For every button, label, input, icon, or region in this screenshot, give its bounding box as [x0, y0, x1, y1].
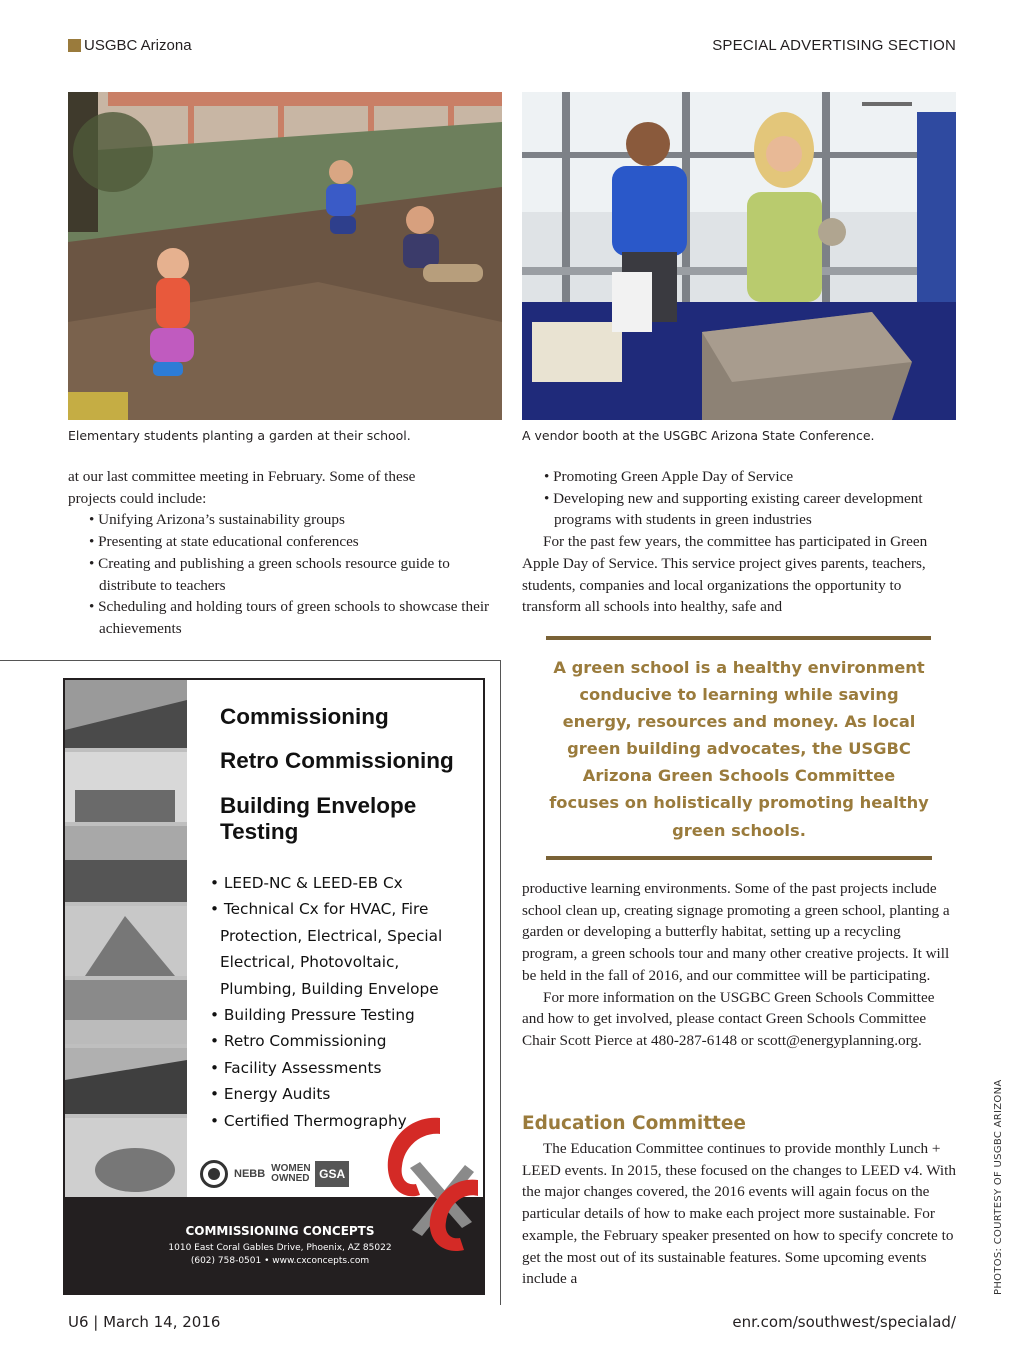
- right-bullet-1: • Promoting Green Apple Day of Service: [544, 468, 794, 485]
- cxc-logo-icon: [370, 1110, 485, 1255]
- green-apple-paragraph: For the past few years, the committee has participated in Green Apple Day of Service. This service project gives parents, teachers, students, companies and local organizations the opportunity to transform all schools into healthy, safe and: [522, 533, 928, 616]
- ad-address-line: 1010 East Coral Gables Drive, Phoenix, AZ 85022: [168, 1243, 392, 1253]
- ad-service-item: • Facility Assessments: [210, 1058, 382, 1077]
- commissioning-concepts-ad: [63, 678, 485, 1295]
- gsa-logo: GSA: [315, 1161, 349, 1187]
- ad-service-item: • Certified Thermography: [210, 1111, 407, 1130]
- section-label-text: USGBC Arizona: [84, 37, 192, 54]
- left-column-text: [68, 466, 502, 640]
- left-bullet-1: • Unifying Arizona’s sustainability groups: [89, 511, 345, 529]
- left-bullet-2: • Presenting at state educational conferences: [89, 533, 359, 551]
- ad-service-item: • Energy Audits: [210, 1085, 331, 1104]
- ad-service-item: • Retro Commissioning: [210, 1032, 387, 1051]
- education-committee-paragraph: The Education Committee continues to provide monthly Lunch + LEED events. In 2015, these focused on the changes to LEED v4. With the major changes covered, the 2016 events will again focus on the particular details of how to make each project more sustainable. For example, the February speaker presented on how to specify concrete to get the most out of its sustainable features. Some upcoming events include a: [522, 1140, 956, 1288]
- ad-frame-right-line: [500, 660, 501, 1305]
- left-bullet-4: • Scheduling and holding tours of green schools to showcase their achievements: [89, 598, 490, 637]
- vendor-booth-photo: [522, 92, 956, 420]
- ad-service-item: • Building Pressure Testing: [210, 1006, 415, 1025]
- usgbc-seal-icon: [200, 1160, 228, 1188]
- certification-logos: [200, 1160, 349, 1188]
- nebb-logo: NEBB: [234, 1168, 266, 1180]
- photo-credit: PHOTOS: COURTESY OF USGBC ARIZONA: [993, 1079, 1004, 1295]
- ad-title-retro-commissioning: Retro Commissioning: [220, 748, 454, 773]
- ad-service-item: • Technical Cx for HVAC, Fire Protection, Electrical, Special Electrical, Photovoltaic, Plumbing, Building Envelope: [210, 900, 443, 998]
- left-bullet-3: • Creating and publishing a green schools resource guide to distribute to teachers: [89, 554, 450, 594]
- ad-contact-line: (602) 758-0501 • www.cxconcepts.com: [190, 1256, 370, 1266]
- ad-title-commissioning: Commissioning: [220, 704, 389, 729]
- intro-line-2: projects could include:: [68, 489, 207, 507]
- garden-photo: [68, 92, 502, 420]
- right-column-text-bottom: [522, 878, 956, 1052]
- ad-services-list: [210, 870, 480, 1134]
- intro-line-1: at our last committee meeting in February. Some of these: [68, 468, 416, 485]
- education-committee-heading: Education Committee: [522, 1113, 746, 1134]
- contact-paragraph: For more information on the USGBC Green Schools Committee and how to get involved, please contact Green Schools Committee Chair Scott Pierce at 480-287-6148 or scott@energyplanning.org.: [522, 988, 935, 1049]
- ad-frame-top-line: [0, 660, 500, 661]
- ad-title-building-envelope: Building Envelope: [220, 793, 417, 818]
- right-column-text-top: [522, 466, 956, 618]
- building-photo-strip: [65, 680, 187, 1200]
- pull-quote: A green school is a healthy environment conducive to learning while saving energy, resources and money. As local green building advocates, the USGBC Arizona Green Schools Committee focuses on holistically promoting healthy green schools.: [549, 658, 929, 840]
- page-number-date: U6 | March 14, 2016: [68, 1313, 221, 1331]
- right-bullet-2: • Developing new and supporting existing career development programs with students in green industries: [544, 489, 923, 529]
- ad-service-item: • LEED-NC & LEED-EB Cx: [210, 874, 403, 892]
- women-owned-logo: WOMEN OWNED: [271, 1163, 311, 1184]
- section-label: [68, 37, 192, 54]
- section-square-icon: [68, 39, 81, 52]
- pull-quote-top-rule: [546, 636, 931, 640]
- ad-title-testing: Testing: [220, 819, 299, 844]
- pull-quote-bottom-rule: [546, 856, 932, 860]
- ad-company-name: COMMISSIONING CONCEPTS: [185, 1224, 375, 1238]
- garden-photo-caption: Elementary students planting a garden at their school.: [68, 428, 411, 443]
- footer-url[interactable]: enr.com/southwest/specialad/: [732, 1313, 956, 1331]
- vendor-booth-caption: A vendor booth at the USGBC Arizona State Conference.: [522, 428, 875, 443]
- education-committee-text: [522, 1138, 956, 1290]
- learning-environments-paragraph: productive learning environments. Some of the past projects include school clean up, creating signage promoting a green school, planting a garden or developing a butterfly habitat, setting up a recycling program, a green schools tour and many other creative projects. It will be held in the fall of 2016, and our committee will be participating.: [522, 880, 950, 984]
- advertising-section-label: SPECIAL ADVERTISING SECTION: [712, 37, 956, 54]
